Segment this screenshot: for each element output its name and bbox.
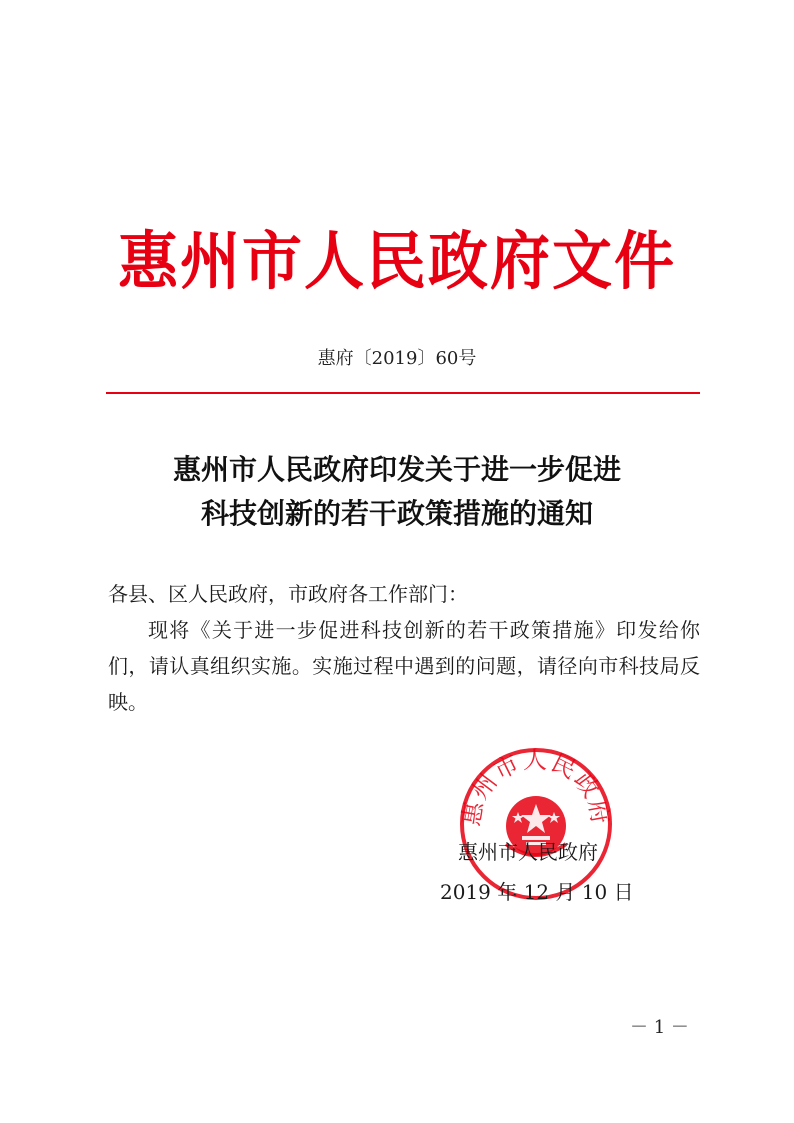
signature-organization: 惠州市人民政府	[458, 840, 598, 864]
body-paragraph: 现将《关于进一步促进科技创新的若干政策措施》印发给你们，请认真组织实施。实施过程中遇到的问题，请径向市科技局反映。	[108, 618, 700, 714]
document-masthead: 惠州市人民政府文件	[118, 225, 676, 299]
salutation: 各县、区人民政府，市政府各工作部门：	[108, 582, 468, 606]
seal-text: 惠州市人民政府	[456, 746, 616, 829]
title-line-1: 惠州市人民政府印发关于进一步促进	[172, 453, 621, 486]
document-number: 惠府〔2019〕60号	[317, 348, 477, 369]
page-number: － 1 －	[630, 1017, 689, 1038]
title-line-2: 科技创新的若干政策措施的通知	[200, 497, 593, 530]
red-divider-line	[106, 392, 700, 394]
document-body	[108, 576, 700, 720]
signature-date: 2019 年 12 月 10 日	[440, 880, 634, 904]
document-title	[0, 448, 794, 536]
